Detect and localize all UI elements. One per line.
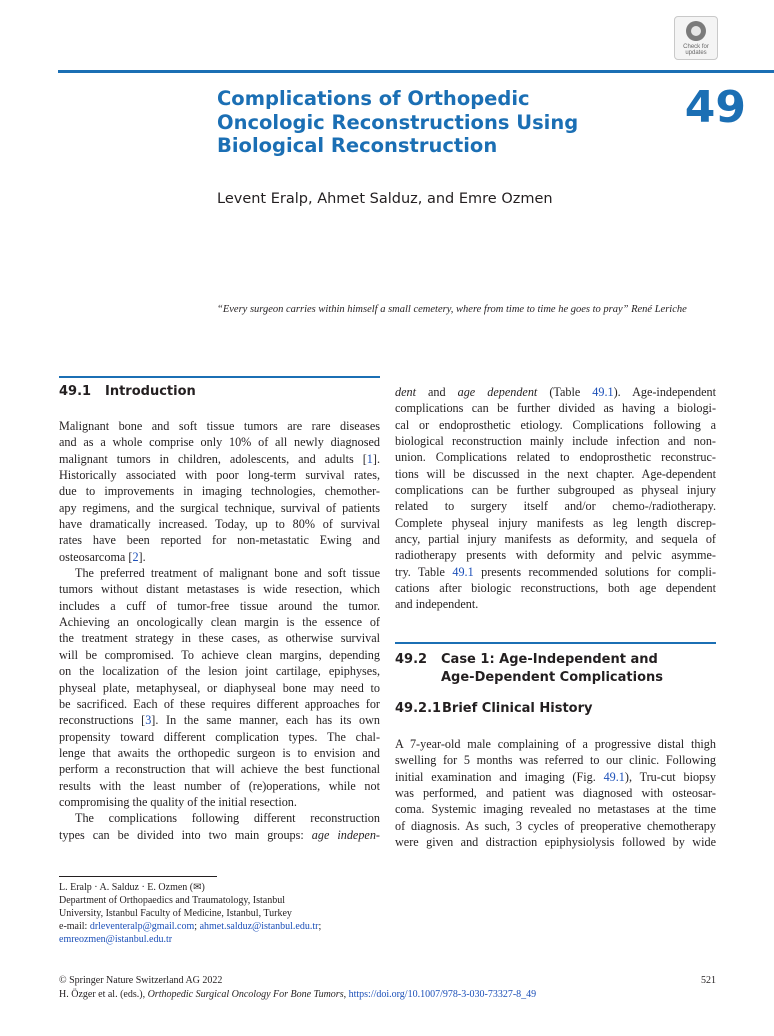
text-line: due to improvements in imaging technologies, chemother- (59, 484, 380, 499)
text-line: radiotherapy presents with deformity and pelvic asymme- (395, 548, 716, 563)
text-line: apy regimens, and the surgical technique, survival of patients (59, 500, 380, 515)
text-line: includes a cuff of tumor-free tissue around the tumor. (59, 598, 380, 613)
text-line: perform a reconstruction that will achieve the best functional (59, 762, 380, 777)
footnote-department: Department of Orthopaedics and Traumatology, Istanbul (59, 894, 285, 906)
intro-paragraph-3-continued (395, 384, 716, 613)
crossmark-icon (686, 21, 706, 41)
footnote-authors: L. Eralp · A. Salduz · E. Ozmen (✉) (59, 882, 205, 893)
text-line: Complete physeal injury manifests as leg length discrep- (395, 515, 716, 530)
text-line: union. Complications related to endoprosthetic reconstruc- (395, 450, 716, 465)
text-line: lenge that awaits the orthopedic surgeon is to envision and (59, 745, 380, 760)
text-line: A 7-year-old male complaining of a progressive distal thigh (395, 737, 716, 751)
intro-paragraph-2 (59, 565, 380, 810)
email-link[interactable]: drleventeralp@gmail.com (89, 920, 195, 932)
text-line: and as a whole comprise only 10% of all newly diagnosed (59, 435, 380, 450)
text-line: initial examination and imaging (Fig. 49.1), Tru-cut biopsy (395, 769, 716, 784)
chapter-number: 49 (684, 82, 746, 133)
text-line: biological reconstruction mainly include infection and non- (395, 434, 716, 449)
text-line: try. Table 49.1 presents recommended solutions for compli- (395, 564, 717, 579)
text-line: tumors without distant metastases is wide resection, which (59, 582, 380, 597)
text-line: was performed, and patient was diagnosed with osteosar- (395, 786, 716, 801)
copyright: © Springer Nature Switzerland AG 2022 (59, 975, 223, 986)
text-line: Malignant bone and soft tissue tumors are rare diseases (59, 419, 380, 433)
citation-link[interactable]: 3 (145, 713, 152, 728)
text-line: physeal plate, metaphyseal, or diaphyseal bone may need to (59, 680, 380, 695)
page-number: 521 (701, 975, 716, 986)
text-line: results with the least number of (re)operations, while not (59, 778, 380, 793)
intro-paragraph-1 (59, 418, 380, 565)
table-link[interactable]: 49.1 (592, 385, 614, 399)
figure-link[interactable]: 49.1 (603, 769, 625, 784)
epigraph: “Every surgeon carries within himself a small cemetery, where from time to time he goes to pray” René Leriche (217, 304, 687, 315)
text-line: cations after biologic reconstructions, both age dependent (395, 581, 716, 596)
footnote-emails-continued (59, 934, 389, 947)
chapter-authors: Levent Eralp, Ahmet Salduz, and Emre Ozmen (217, 191, 553, 207)
text-line: The preferred treatment of malignant bone and soft tissue (75, 566, 380, 581)
footnote-university: University, Istanbul Faculty of Medicine, Istanbul, Turkey (59, 907, 292, 919)
text-line: be sacrificed. Each of these requires different approaches for (59, 696, 380, 711)
section-title: Case 1: Age-Independent and Age-Dependent Complications (441, 652, 663, 685)
subsection-heading-brief-clinical-history (395, 700, 716, 718)
footnote-rule (59, 876, 217, 877)
text-line: reconstructions [3]. In the same manner, each has its own (59, 713, 380, 728)
text-line: Achieving an oncologically clean margin is the essence of (59, 615, 380, 630)
text-line: ancy, partial injury manifests as deformity, and sequela of (395, 532, 716, 547)
text-line: coma. Systemic imaging revealed no metastases at the time (395, 802, 716, 817)
text-line: the treatment strategy in these cases, as otherwise survival (59, 631, 380, 646)
text-line: dent and age dependent (Table 49.1). Age-independent (395, 385, 716, 399)
text-line: will be compromised. To achieve clean margins, depending (59, 647, 380, 662)
text-line: The complications following different reconstruction (75, 811, 380, 826)
section-title: Introduction (105, 384, 196, 399)
text-line: compromising the quality of the initial resection. (59, 794, 297, 809)
text-line: swelling for 5 months was referred to our clinic. Following (395, 753, 716, 768)
badge-line-2: updates (685, 50, 707, 56)
text-line: were given and distraction epiphysiolysis followed by wide (395, 835, 716, 850)
footnote-emails: e-mail: drleventeralp@gmail.com; ahmet.salduz@istanbul.edu.tr; (59, 920, 322, 932)
header-rule (58, 70, 774, 73)
section-heading-case-1 (395, 651, 716, 687)
section-number: 49.2 (395, 652, 428, 667)
text-line: of diagnosis. As such, 3 cycles of preoperative chemotherapy (395, 818, 716, 833)
section-heading-introduction (59, 383, 380, 401)
right-column-lower (395, 736, 716, 850)
text-line: osteosarcoma [2]. (59, 549, 146, 564)
text-line: have dramatically increased. Today, up to 80% of survival (59, 517, 380, 532)
subsection-title: Brief Clinical History (442, 701, 593, 716)
subsection-number: 49.2.1 (395, 701, 442, 716)
email-link[interactable]: ahmet.salduz@istanbul.edu.tr (199, 920, 319, 932)
left-column (59, 418, 380, 843)
text-line: related to surgery itself and/or chemo-/radiotherapy. (395, 499, 716, 514)
case-paragraph-1 (395, 736, 716, 850)
right-column-upper (395, 384, 716, 613)
page-footer (59, 974, 716, 1001)
intro-paragraph-3 (59, 810, 380, 843)
section-rule (59, 376, 380, 378)
badge-line-1: Check for (683, 44, 709, 50)
text-line: complications can be further subgrouped as physeal injury (395, 483, 716, 498)
text-line: cal or endoprosthetic etiology. Complications following a (395, 417, 716, 432)
citation-link[interactable]: 1 (366, 451, 373, 466)
check-for-updates-badge[interactable] (674, 16, 718, 60)
email-link[interactable]: emreozmen@istanbul.edu.tr (59, 933, 173, 945)
text-line: types can be divided into two main groups: age indepen- (59, 827, 380, 842)
text-line: tions will be discussed in the next chapter. Age-dependent (395, 466, 716, 481)
text-line: rates have been reported for non-metastatic Ewing and (59, 533, 380, 548)
text-line: and independent. (395, 597, 479, 612)
table-link[interactable]: 49.1 (452, 564, 474, 579)
doi-link[interactable]: https://doi.org/10.1007/978-3-030-73327-8_49 (348, 988, 537, 1000)
citation: H. Özger et al. (eds.), Orthopedic Surgical Oncology For Bone Tumors, https://doi.org/10.1007/978-3-030-73327-8_49 (59, 988, 537, 1000)
section-rule (395, 642, 716, 644)
chapter-title: Complications of Orthopedic Oncologic Reconstructions Using Biological Reconstruction (217, 87, 579, 157)
author-footnote (59, 882, 389, 947)
text-line: on the localization of the lesion joint cartilage, epiphyses, (59, 664, 380, 679)
text-line: complications can be further divided as having a biologi- (395, 401, 716, 416)
text-line: malignant tumors in children, adolescents, and adults [1]. (59, 451, 380, 466)
text-line: Historically associated with poor long-term survival rates, (59, 468, 380, 483)
text-line: propensity toward different complication types. The chal- (59, 729, 380, 744)
section-number: 49.1 (59, 384, 92, 399)
citation-link[interactable]: 2 (132, 549, 139, 564)
